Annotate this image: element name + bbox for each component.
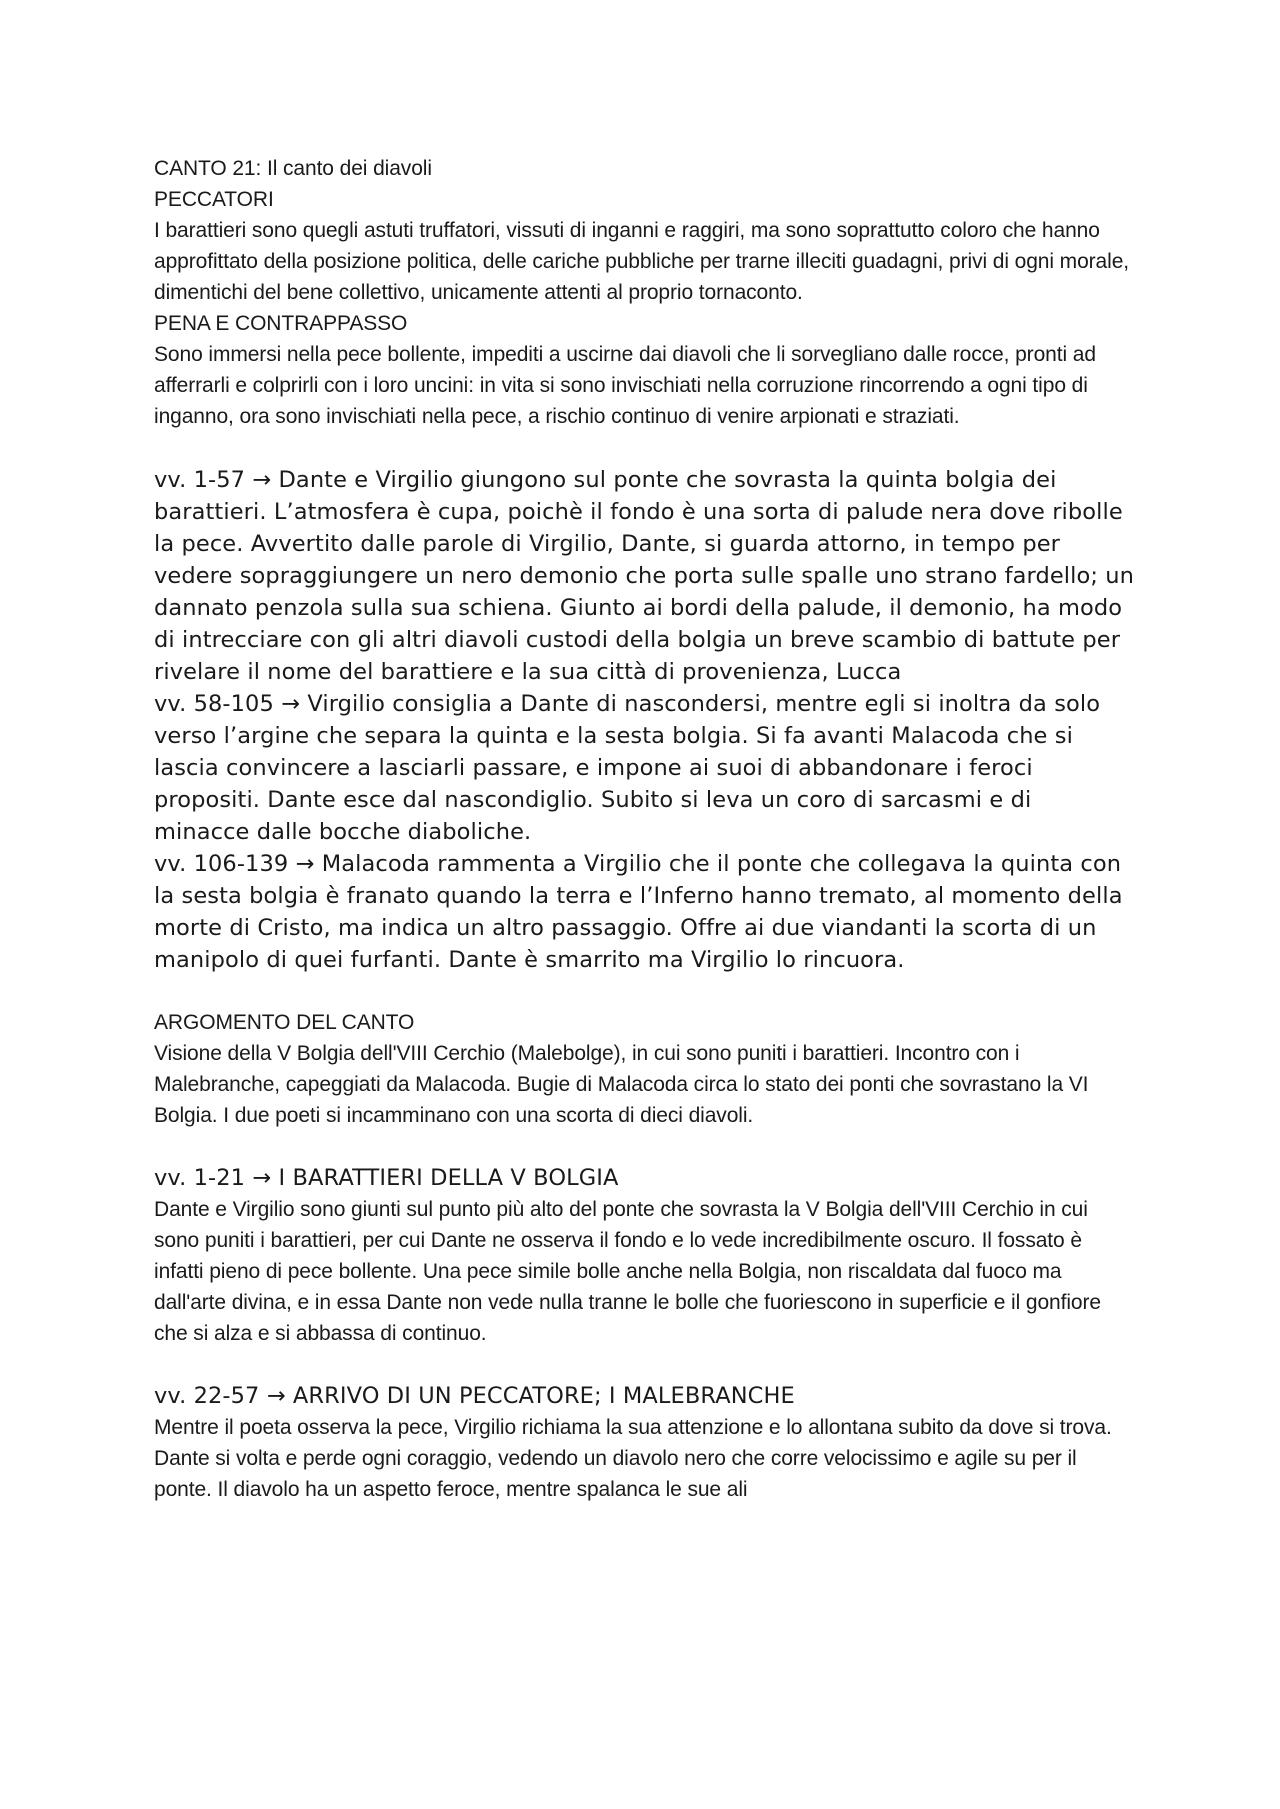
section-heading: vv. 22-57 → ARRIVO DI UN PECCATORE; I MALEBRANCHE bbox=[154, 1383, 795, 1409]
spacer bbox=[154, 432, 1134, 464]
summary-paragraph: vv. 58-105 → Virgilio consiglia a Dante di nascondersi, mentre egli si inoltra da solo verso l’argine che separa la quinta e la sesta bolgia. Si fa avanti Malacoda che si lascia convincere a lasciarli passare, e impone ai suoi di abbandonare i feroci propositi. Dante esce dal nascondiglio. Subito si leva un coro di sarcasmi e di minacce dalle bocche diaboliche. bbox=[154, 691, 1101, 845]
argomento-heading: ARGOMENTO DEL CANTO bbox=[154, 1011, 415, 1034]
summary-paragraph: vv. 106-139 → Malacoda rammenta a Virgilio che il ponte che collegava la quinta con la sesta bolgia è franato quando la terra e l’Inferno hanno tremato, al momento della morte di Cristo, ma indica un altro passaggio. Offre ai due viandanti la scorta di un manipolo di quei furfanti. Dante è smarrito ma Virgilio lo rincuora. bbox=[154, 851, 1123, 973]
document-title: CANTO 21: Il canto dei diavoli bbox=[154, 157, 432, 180]
argomento-paragraph: Visione della V Bolgia dell'VIII Cerchio (Malebolge), in cui sono puniti i barattieri. Incontro con i Malebranche, capeggiati da Malacoda. Bugie di Malacoda circa lo stato dei ponti che sovrastano la VI Bolgia. I due poeti si incamminano con una scorta di dieci diavoli. bbox=[154, 1042, 1089, 1127]
spacer bbox=[154, 1349, 1134, 1380]
section-paragraph: Dante e Virgilio sono giunti sul punto più alto del ponte che sovrasta la V Bolgia dell'VIII Cerchio in cui sono puniti i barattieri, per cui Dante ne osserva il fondo e lo vede incredibilmente oscuro. Il fossato è infatti pieno di pece bollente. Una pece simile bolle anche nella Bolgia, non riscaldata dal fuoco ma dall'arte divina, e in essa Dante non vede nulla tranne le bolle che fuoriescono in superficie e il gonfiore che si alza e si abbassa di continuo. bbox=[154, 1198, 1101, 1345]
peccatori-heading: PECCATORI bbox=[154, 188, 274, 211]
pena-heading: PENA E CONTRAPPASSO bbox=[154, 312, 408, 335]
spacer bbox=[154, 976, 1134, 1007]
summary-paragraph: vv. 1-57 → Dante e Virgilio giungono sul ponte che sovrasta la quinta bolgia dei barattieri. L’atmosfera è cupa, poichè il fondo è una sorta di palude nera dove ribolle la pece. Avvertito dalle parole di Virgilio, Dante, si guarda attorno, in tempo per vedere sopraggiungere un nero demonio che porta sulle spalle uno strano fardello; un dannato penzola sulla sua schiena. Giunto ai bordi della palude, il demonio, ha modo di intrecciare con gli altri diavoli custodi della bolgia un breve scambio di battute per rivelare il nome del barattiere e la sua città di provenienza, Lucca bbox=[154, 467, 1135, 685]
spacer bbox=[154, 1131, 1134, 1162]
document-page bbox=[154, 153, 1134, 1505]
peccatori-paragraph: I barattieri sono quegli astuti truffatori, vissuti di inganni e raggiri, ma sono soprattutto coloro che hanno approfittato della posizione politica, delle cariche pubbliche per trarne illeciti guadagni, privi di ogni morale, dimentichi del bene collettivo, unicamente attenti al proprio tornaconto. bbox=[154, 219, 1130, 304]
section-heading: vv. 1-21 → I BARATTIERI DELLA V BOLGIA bbox=[154, 1165, 619, 1191]
section-paragraph: Mentre il poeta osserva la pece, Virgilio richiama la sua attenzione e lo allontana subito da dove si trova. Dante si volta e perde ogni coraggio, vedendo un diavolo nero che corre velocissimo e agile su per il ponte. Il diavolo ha un aspetto feroce, mentre spalanca le sue ali bbox=[154, 1416, 1112, 1501]
pena-paragraph: Sono immersi nella pece bollente, impediti a uscirne dai diavoli che li sorvegliano dalle rocce, pronti ad afferrarli e colprirli con i loro uncini: in vita si sono invischiati nella corruzione rincorrendo a ogni tipo di inganno, ora sono invischiati nella pece, a rischio continuo di venire arpionati e straziati. bbox=[154, 343, 1096, 428]
